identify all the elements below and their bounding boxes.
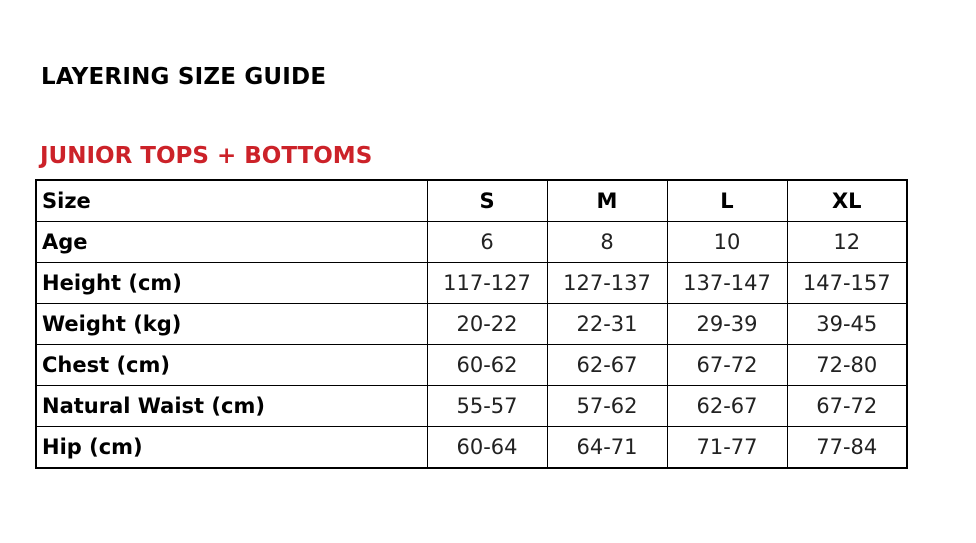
table-cell: 64-71 [547, 427, 667, 469]
table-cell: 10 [667, 222, 787, 263]
table-cell: 72-80 [787, 345, 907, 386]
table-cell: 77-84 [787, 427, 907, 469]
table-cell: 29-39 [667, 304, 787, 345]
table-cell: 39-45 [787, 304, 907, 345]
table-cell: 22-31 [547, 304, 667, 345]
row-label-age: Age [36, 222, 427, 263]
table-cell: 8 [547, 222, 667, 263]
size-guide-table [35, 179, 908, 469]
table-cell: 62-67 [667, 386, 787, 427]
table-cell: 20-22 [427, 304, 547, 345]
table-cell: 60-62 [427, 345, 547, 386]
table-header-row [36, 180, 907, 222]
table-row [36, 304, 907, 345]
table-cell: 57-62 [547, 386, 667, 427]
table-cell: 71-77 [667, 427, 787, 469]
page-title: LAYERING SIZE GUIDE [41, 64, 327, 90]
table-cell: 12 [787, 222, 907, 263]
table-cell: 137-147 [667, 263, 787, 304]
table-cell: 67-72 [667, 345, 787, 386]
table-cell: 6 [427, 222, 547, 263]
table-cell: 60-64 [427, 427, 547, 469]
row-label-natural-waist: Natural Waist (cm) [36, 386, 427, 427]
table-cell: 55-57 [427, 386, 547, 427]
table-row [36, 345, 907, 386]
row-label-weight: Weight (kg) [36, 304, 427, 345]
table-cell: 117-127 [427, 263, 547, 304]
table-cell: 147-157 [787, 263, 907, 304]
size-header-s: S [427, 180, 547, 222]
size-header-l: L [667, 180, 787, 222]
table-cell: 62-67 [547, 345, 667, 386]
header-label-cell: Size [36, 180, 427, 222]
table-row [36, 263, 907, 304]
table-row [36, 427, 907, 469]
table-cell: 67-72 [787, 386, 907, 427]
table-cell: 127-137 [547, 263, 667, 304]
size-header-m: M [547, 180, 667, 222]
size-header-xl: XL [787, 180, 907, 222]
row-label-chest: Chest (cm) [36, 345, 427, 386]
row-label-hip: Hip (cm) [36, 427, 427, 469]
row-label-height: Height (cm) [36, 263, 427, 304]
section-title: JUNIOR TOPS + BOTTOMS [40, 143, 373, 169]
table-row [36, 386, 907, 427]
table-row [36, 222, 907, 263]
